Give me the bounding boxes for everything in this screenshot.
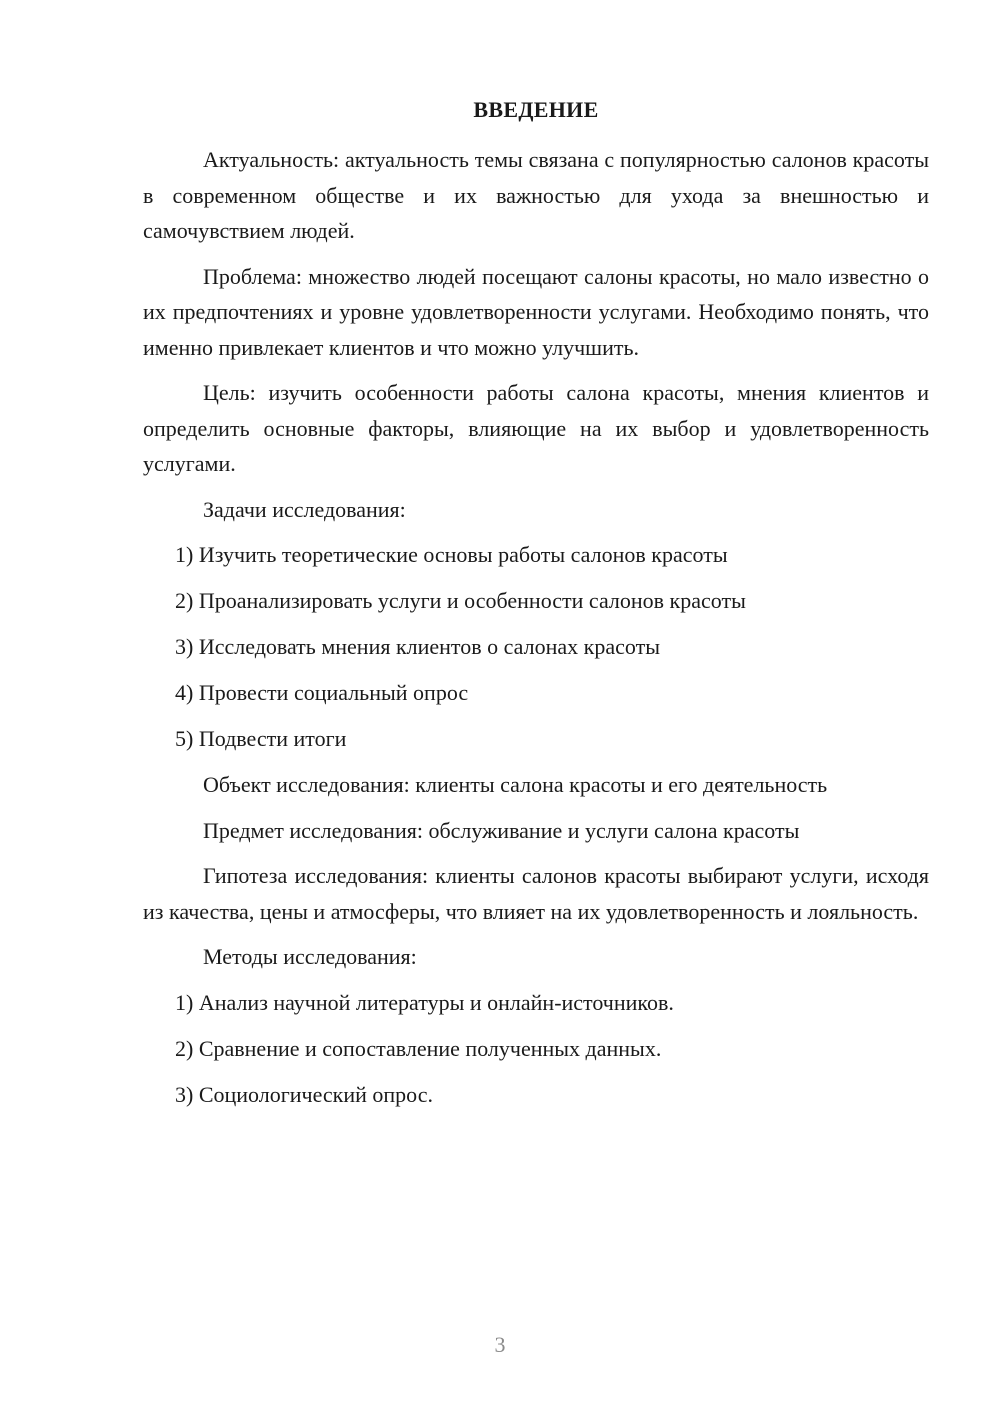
method-item: 1) Анализ научной литературы и онлайн-источников. <box>175 989 674 1015</box>
hypothesis-paragraph: Гипотеза исследования: клиенты салонов красоты выбирают услуги, исходя из качества, цены и атмосферы, что влияет на их удовлетворенность и лояльность. <box>143 863 929 924</box>
spacer <box>143 573 929 583</box>
task-item: 1) Изучить теоретические основы работы салонов красоты <box>175 542 728 567</box>
problem-paragraph: Проблема: множество людей посещают салоны красоты, но мало известно о их предпочтениях и уровне удовлетворенности услугами. Необходимо понять, что именно привлекает клиентов и что можно улучшить. <box>143 263 929 360</box>
task-item: 2) Проанализировать услуги и особенности салонов красоты <box>175 588 746 613</box>
spacer <box>143 619 929 629</box>
method-item: 3) Социологический опрос. <box>175 1081 433 1107</box>
spacer <box>143 711 929 721</box>
spacer <box>143 1021 929 1031</box>
spacer <box>143 249 929 259</box>
spacer <box>143 975 929 985</box>
spacer <box>143 128 929 142</box>
task-item: 3) Исследовать мнения клиентов о салонах красоты <box>175 634 660 659</box>
task-item: 4) Провести социальный опрос <box>175 680 469 705</box>
goal-paragraph: Цель: изучить особенности работы салона красоты, мнения клиентов и определить основные факторы, влияющие на их выбор и удовлетворенность услугами. <box>143 380 929 476</box>
spacer <box>143 527 929 537</box>
methods-heading: Методы исследования: <box>203 944 417 969</box>
spacer <box>143 929 929 939</box>
tasks-heading: Задачи исследования: <box>203 496 406 522</box>
spacer <box>143 365 929 375</box>
spacer <box>143 665 929 675</box>
spacer <box>143 1067 929 1077</box>
task-item: 5) Подвести итоги <box>175 726 347 751</box>
section-title: ВВЕДЕНИЕ <box>473 97 599 122</box>
object-paragraph: Объект исследования: клиенты салона красоты и его деятельность <box>203 772 828 797</box>
document-body <box>143 92 929 1113</box>
spacer <box>143 482 929 492</box>
method-item: 2) Сравнение и сопоставление полученных данных. <box>175 1035 662 1061</box>
spacer <box>143 757 929 767</box>
page-number: 3 <box>494 1332 506 1357</box>
subject-paragraph: Предмет исследования: обслуживание и услуги салона красоты <box>203 817 800 843</box>
spacer <box>143 803 929 813</box>
relevance-paragraph: Актуальность: актуальность темы связана с популярностью салонов красоты в современном обществе и их важностью для ухода за внешностью и самочувствием людей. <box>143 147 929 243</box>
spacer <box>143 848 929 858</box>
